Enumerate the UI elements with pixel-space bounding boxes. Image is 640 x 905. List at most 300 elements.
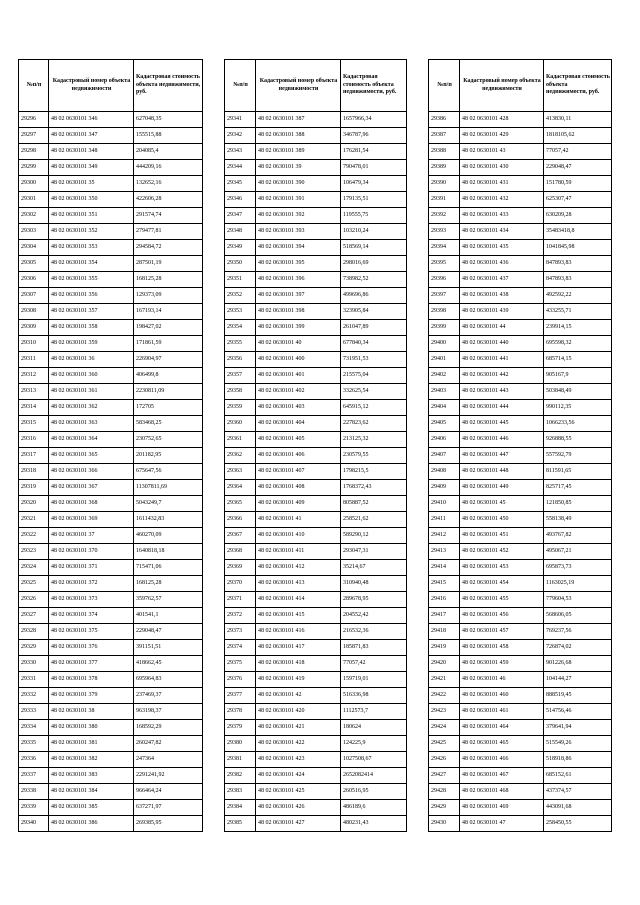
table-row — [429, 656, 612, 672]
cell-cadastral-value: 77057,42 — [341, 656, 407, 672]
cell-cadastral-number: 48 02 0630101 382 — [49, 752, 134, 768]
table-row — [429, 272, 612, 288]
cell-cadastral-value: 805887,52 — [341, 496, 407, 512]
cell-cadastral-value: 625307,47 — [544, 192, 612, 208]
table-row — [429, 768, 612, 784]
table-row — [19, 400, 203, 416]
table-row — [225, 128, 407, 144]
cell-cadastral-value: 298016,69 — [341, 256, 407, 272]
table-row — [225, 672, 407, 688]
cell-cadastral-value: 480231,43 — [341, 816, 407, 832]
table-row — [19, 304, 203, 320]
cell-num: 29423 — [429, 704, 460, 720]
cell-cadastral-number: 48 02 0630101 379 — [49, 688, 134, 704]
cell-cadastral-number: 48 02 0630101 388 — [256, 128, 341, 144]
cell-cadastral-value: 779604,53 — [544, 592, 612, 608]
cell-cadastral-number: 48 02 0630101 436 — [460, 256, 544, 272]
cell-num: 29404 — [429, 400, 460, 416]
cell-cadastral-value: 963198,37 — [134, 704, 203, 720]
cell-num: 29332 — [19, 688, 49, 704]
table-row — [429, 672, 612, 688]
cell-cadastral-number: 48 02 0630101 409 — [256, 496, 341, 512]
table-row — [225, 752, 407, 768]
cell-cadastral-number: 48 02 0630101 438 — [460, 288, 544, 304]
cell-num: 29382 — [225, 768, 256, 784]
cell-num: 29340 — [19, 816, 49, 832]
cell-cadastral-value: 5043249,7 — [134, 496, 203, 512]
table-row — [429, 256, 612, 272]
table-row — [429, 240, 612, 256]
cell-cadastral-value: 443091,68 — [544, 800, 612, 816]
table-row — [225, 400, 407, 416]
cell-cadastral-value: 901226,68 — [544, 656, 612, 672]
cell-cadastral-value: 239914,15 — [544, 320, 612, 336]
cell-cadastral-number: 48 02 0630101 348 — [49, 144, 134, 160]
cell-cadastral-number: 48 02 0630101 439 — [460, 304, 544, 320]
cell-num: 29411 — [429, 512, 460, 528]
table-row — [225, 640, 407, 656]
cell-num: 29357 — [225, 368, 256, 384]
cell-num: 29409 — [429, 480, 460, 496]
table-row — [225, 624, 407, 640]
cell-cadastral-value: 645915,12 — [341, 400, 407, 416]
cell-cadastral-number: 48 02 0630101 367 — [49, 480, 134, 496]
cell-num: 29401 — [429, 352, 460, 368]
table-row — [225, 768, 407, 784]
cell-cadastral-number: 48 02 0630101 407 — [256, 464, 341, 480]
cell-cadastral-value: 198427,02 — [134, 320, 203, 336]
table-row — [429, 608, 612, 624]
table-row — [19, 320, 203, 336]
cell-cadastral-number: 48 02 0630101 358 — [49, 320, 134, 336]
table-row — [19, 624, 203, 640]
cell-cadastral-number: 48 02 0630101 361 — [49, 384, 134, 400]
cell-cadastral-number: 48 02 0630101 374 — [49, 608, 134, 624]
cell-num: 29370 — [225, 576, 256, 592]
cell-cadastral-value: 847893,83 — [544, 256, 612, 272]
cell-cadastral-value: 229048,47 — [134, 624, 203, 640]
cell-cadastral-number: 48 02 0630101 445 — [460, 416, 544, 432]
table-row — [429, 208, 612, 224]
cell-cadastral-value: 155515,88 — [134, 128, 203, 144]
cell-cadastral-value: 124225,9 — [341, 736, 407, 752]
cell-num: 29395 — [429, 256, 460, 272]
cell-cadastral-number: 48 02 0630101 451 — [460, 528, 544, 544]
cell-cadastral-number: 48 02 0630101 375 — [49, 624, 134, 640]
table-row — [19, 528, 203, 544]
cell-cadastral-value: 260516,95 — [341, 784, 407, 800]
header-cadastral-number: Кадастровый номер объекта недвижимости — [256, 60, 341, 112]
table-row — [19, 688, 203, 704]
cell-num: 29428 — [429, 784, 460, 800]
cell-cadastral-number: 48 02 0630101 42 — [256, 688, 341, 704]
table-row — [429, 736, 612, 752]
cell-num: 29412 — [429, 528, 460, 544]
header-num: №п/п — [429, 60, 460, 112]
cell-cadastral-number: 48 02 0630101 346 — [49, 112, 134, 128]
cell-cadastral-value: 769237,56 — [544, 624, 612, 640]
cell-cadastral-value: 514756,46 — [544, 704, 612, 720]
header-cadastral-value: Кадастровая стоимость объекта недвижимости, руб. — [544, 60, 612, 112]
cadastre-table-1 — [18, 59, 203, 832]
table-row — [429, 704, 612, 720]
table-row — [429, 592, 612, 608]
cell-num: 29430 — [429, 816, 460, 832]
cell-cadastral-value: 637271,97 — [134, 800, 203, 816]
table-row — [429, 224, 612, 240]
table-row — [429, 288, 612, 304]
cell-cadastral-number: 48 02 0630101 40 — [256, 336, 341, 352]
cell-num: 29380 — [225, 736, 256, 752]
cell-cadastral-value: 926888,55 — [544, 432, 612, 448]
table-row — [429, 144, 612, 160]
cell-cadastral-number: 48 02 0630101 453 — [460, 560, 544, 576]
table-row — [19, 144, 203, 160]
table-row — [19, 272, 203, 288]
cell-cadastral-number: 48 02 0630101 456 — [460, 608, 544, 624]
table-row — [19, 160, 203, 176]
table-row — [429, 400, 612, 416]
cell-num: 29349 — [225, 240, 256, 256]
cell-cadastral-value: 180624 — [341, 720, 407, 736]
cell-cadastral-value: 1163025,19 — [544, 576, 612, 592]
table-row — [429, 560, 612, 576]
cell-cadastral-value: 1818105,62 — [544, 128, 612, 144]
table-row — [225, 816, 407, 832]
cell-cadastral-value: 185871,83 — [341, 640, 407, 656]
cell-num: 29296 — [19, 112, 49, 128]
cell-cadastral-value: 129373,09 — [134, 288, 203, 304]
cadastre-table-3 — [428, 59, 612, 832]
cell-cadastral-number: 48 02 0630101 37 — [49, 528, 134, 544]
cell-num: 29346 — [225, 192, 256, 208]
cell-cadastral-number: 48 02 0630101 371 — [49, 560, 134, 576]
cell-cadastral-number: 48 02 0630101 380 — [49, 720, 134, 736]
cell-num: 29309 — [19, 320, 49, 336]
cell-cadastral-value: 1027508,67 — [341, 752, 407, 768]
cell-cadastral-value: 406499,8 — [134, 368, 203, 384]
cell-cadastral-value: 359762,57 — [134, 592, 203, 608]
table-row — [429, 192, 612, 208]
cell-num: 29375 — [225, 656, 256, 672]
cell-num: 29301 — [19, 192, 49, 208]
cell-num: 29306 — [19, 272, 49, 288]
cell-num: 29413 — [429, 544, 460, 560]
table-body — [19, 112, 203, 832]
table-row — [429, 496, 612, 512]
table-row — [225, 656, 407, 672]
cell-cadastral-value: 437374,57 — [544, 784, 612, 800]
table-row — [19, 352, 203, 368]
cell-cadastral-number: 48 02 0630101 415 — [256, 608, 341, 624]
cell-num: 29368 — [225, 544, 256, 560]
table-row — [429, 480, 612, 496]
cell-num: 29348 — [225, 224, 256, 240]
table-row — [225, 160, 407, 176]
cell-cadastral-number: 48 02 0630101 370 — [49, 544, 134, 560]
cell-cadastral-number: 48 02 0630101 442 — [460, 368, 544, 384]
cell-cadastral-value: 413830,11 — [544, 112, 612, 128]
cell-num: 29304 — [19, 240, 49, 256]
table-row — [19, 592, 203, 608]
table-row — [429, 128, 612, 144]
cell-cadastral-value: 230752,65 — [134, 432, 203, 448]
table-row — [225, 736, 407, 752]
cell-num: 29385 — [225, 816, 256, 832]
cell-num: 29347 — [225, 208, 256, 224]
cell-cadastral-value: 492592,22 — [544, 288, 612, 304]
cell-cadastral-value: 695598,32 — [544, 336, 612, 352]
cell-cadastral-value: 11307811,69 — [134, 480, 203, 496]
cell-cadastral-number: 48 02 0630101 408 — [256, 480, 341, 496]
cell-num: 29410 — [429, 496, 460, 512]
cell-num: 29420 — [429, 656, 460, 672]
cell-cadastral-value: 695964,83 — [134, 672, 203, 688]
cell-cadastral-number: 48 02 0630101 457 — [460, 624, 544, 640]
table-row — [225, 512, 407, 528]
table-row — [19, 336, 203, 352]
cell-num: 29399 — [429, 320, 460, 336]
cell-cadastral-number: 48 02 0630101 425 — [256, 784, 341, 800]
cell-num: 29386 — [429, 112, 460, 128]
table-row — [429, 432, 612, 448]
cell-num: 29303 — [19, 224, 49, 240]
cell-cadastral-value: 1066233,56 — [544, 416, 612, 432]
table-row — [225, 208, 407, 224]
table-row — [19, 720, 203, 736]
table-row — [225, 320, 407, 336]
cell-num: 29361 — [225, 432, 256, 448]
cell-cadastral-number: 48 02 0630101 401 — [256, 368, 341, 384]
table-row — [19, 512, 203, 528]
cell-num: 29376 — [225, 672, 256, 688]
cell-cadastral-value: 159719,01 — [341, 672, 407, 688]
cell-cadastral-value: 346787,96 — [341, 128, 407, 144]
cell-cadastral-value: 905167,9 — [544, 368, 612, 384]
cell-cadastral-number: 48 02 0630101 465 — [460, 736, 544, 752]
table-row — [429, 368, 612, 384]
cell-cadastral-number: 48 02 0630101 369 — [49, 512, 134, 528]
cell-num: 29363 — [225, 464, 256, 480]
cell-num: 29425 — [429, 736, 460, 752]
cell-num: 29378 — [225, 704, 256, 720]
cell-cadastral-value: 495067,21 — [544, 544, 612, 560]
header-cadastral-number: Кадастровый номер объекта недвижимости — [460, 60, 544, 112]
cell-cadastral-value: 715471,06 — [134, 560, 203, 576]
table-row — [19, 736, 203, 752]
cell-num: 29318 — [19, 464, 49, 480]
cell-num: 29362 — [225, 448, 256, 464]
cell-cadastral-value: 119555,75 — [341, 208, 407, 224]
cell-cadastral-value: 583468,25 — [134, 416, 203, 432]
table-row — [429, 528, 612, 544]
cell-cadastral-number: 48 02 0630101 413 — [256, 576, 341, 592]
cell-cadastral-number: 48 02 0630101 352 — [49, 224, 134, 240]
cell-num: 29311 — [19, 352, 49, 368]
table-row — [225, 576, 407, 592]
table-row — [225, 592, 407, 608]
cell-cadastral-number: 48 02 0630101 43 — [460, 144, 544, 160]
cell-num: 29319 — [19, 480, 49, 496]
cell-cadastral-value: 401541,1 — [134, 608, 203, 624]
cell-num: 29299 — [19, 160, 49, 176]
cell-cadastral-value: 557592,79 — [544, 448, 612, 464]
cell-cadastral-value: 460270,09 — [134, 528, 203, 544]
cell-cadastral-value: 77057,42 — [544, 144, 612, 160]
cell-cadastral-value: 990112,35 — [544, 400, 612, 416]
cell-cadastral-number: 48 02 0630101 39 — [256, 160, 341, 176]
cell-cadastral-number: 48 02 0630101 447 — [460, 448, 544, 464]
cell-cadastral-value: 685714,15 — [544, 352, 612, 368]
cell-num: 29354 — [225, 320, 256, 336]
cell-cadastral-number: 48 02 0630101 437 — [460, 272, 544, 288]
table-row — [225, 192, 407, 208]
cell-num: 29397 — [429, 288, 460, 304]
cell-num: 29298 — [19, 144, 49, 160]
cell-num: 29402 — [429, 368, 460, 384]
cell-num: 29393 — [429, 224, 460, 240]
cell-cadastral-number: 48 02 0630101 365 — [49, 448, 134, 464]
cell-num: 29302 — [19, 208, 49, 224]
cell-cadastral-value: 172705 — [134, 400, 203, 416]
cell-cadastral-number: 48 02 0630101 429 — [460, 128, 544, 144]
cell-cadastral-number: 48 02 0630101 404 — [256, 416, 341, 432]
table-row — [429, 784, 612, 800]
cell-cadastral-value: 518569,14 — [341, 240, 407, 256]
cell-cadastral-number: 48 02 0630101 411 — [256, 544, 341, 560]
cell-cadastral-number: 48 02 0630101 398 — [256, 304, 341, 320]
cell-cadastral-number: 48 02 0630101 376 — [49, 640, 134, 656]
cell-cadastral-value: 260247,82 — [134, 736, 203, 752]
cell-num: 29372 — [225, 608, 256, 624]
table-row — [429, 464, 612, 480]
table-row — [19, 784, 203, 800]
cell-cadastral-value: 2291241,92 — [134, 768, 203, 784]
cell-cadastral-value: 1768372,43 — [341, 480, 407, 496]
table-row — [19, 768, 203, 784]
cell-cadastral-number: 48 02 0630101 431 — [460, 176, 544, 192]
cell-cadastral-value: 216532,36 — [341, 624, 407, 640]
table-row — [19, 432, 203, 448]
cell-num: 29366 — [225, 512, 256, 528]
table-row — [225, 368, 407, 384]
cell-num: 29373 — [225, 624, 256, 640]
cell-cadastral-value: 422606,28 — [134, 192, 203, 208]
cell-num: 29317 — [19, 448, 49, 464]
cell-cadastral-number: 48 02 0630101 384 — [49, 784, 134, 800]
cell-num: 29365 — [225, 496, 256, 512]
cell-cadastral-number: 48 02 0630101 47 — [460, 816, 544, 832]
cell-cadastral-number: 48 02 0630101 373 — [49, 592, 134, 608]
cell-cadastral-number: 48 02 0630101 449 — [460, 480, 544, 496]
cell-cadastral-number: 48 02 0630101 448 — [460, 464, 544, 480]
cell-cadastral-value: 433255,71 — [544, 304, 612, 320]
cell-cadastral-value: 35483418,8 — [544, 224, 612, 240]
cell-cadastral-value: 627048,35 — [134, 112, 203, 128]
cell-cadastral-value: 293047,31 — [341, 544, 407, 560]
cell-num: 29297 — [19, 128, 49, 144]
cell-cadastral-number: 48 02 0630101 349 — [49, 160, 134, 176]
table-row — [225, 496, 407, 512]
cell-num: 29384 — [225, 800, 256, 816]
cell-cadastral-number: 48 02 0630101 423 — [256, 752, 341, 768]
cell-num: 29305 — [19, 256, 49, 272]
table-row — [429, 720, 612, 736]
cell-cadastral-number: 48 02 0630101 419 — [256, 672, 341, 688]
cell-num: 29383 — [225, 784, 256, 800]
cell-cadastral-value: 237469,37 — [134, 688, 203, 704]
cell-cadastral-value: 226904,97 — [134, 352, 203, 368]
cell-cadastral-value: 229048,47 — [544, 160, 612, 176]
cell-num: 29408 — [429, 464, 460, 480]
cell-cadastral-number: 48 02 0630101 417 — [256, 640, 341, 656]
cell-cadastral-number: 48 02 0630101 410 — [256, 528, 341, 544]
cell-num: 29321 — [19, 512, 49, 528]
cell-cadastral-value: 515549,26 — [544, 736, 612, 752]
cell-cadastral-number: 48 02 0630101 383 — [49, 768, 134, 784]
cell-cadastral-number: 48 02 0630101 412 — [256, 560, 341, 576]
cell-cadastral-number: 48 02 0630101 434 — [460, 224, 544, 240]
table-row — [429, 544, 612, 560]
cell-cadastral-value: 179135,51 — [341, 192, 407, 208]
cell-cadastral-value: 677840,34 — [341, 336, 407, 352]
cell-num: 29400 — [429, 336, 460, 352]
cell-cadastral-number: 48 02 0630101 461 — [460, 704, 544, 720]
cell-cadastral-number: 48 02 0630101 400 — [256, 352, 341, 368]
table-header-row — [429, 60, 612, 112]
cell-num: 29325 — [19, 576, 49, 592]
cell-num: 29308 — [19, 304, 49, 320]
cell-num: 29326 — [19, 592, 49, 608]
cell-num: 29371 — [225, 592, 256, 608]
cell-cadastral-value: 151780,59 — [544, 176, 612, 192]
header-cadastral-number: Кадастровый номер объекта недвижимости — [49, 60, 134, 112]
cell-cadastral-value: 2230811,09 — [134, 384, 203, 400]
cell-num: 29405 — [429, 416, 460, 432]
cell-cadastral-number: 48 02 0630101 427 — [256, 816, 341, 832]
cell-cadastral-number: 48 02 0630101 41 — [256, 512, 341, 528]
header-cadastral-value: Кадастровая стоимость объекта недвижимости, руб. — [134, 60, 203, 112]
cell-cadastral-value: 811591,65 — [544, 464, 612, 480]
table-row — [19, 208, 203, 224]
table-row — [19, 752, 203, 768]
cell-cadastral-value: 685152,61 — [544, 768, 612, 784]
cell-cadastral-value: 247364 — [134, 752, 203, 768]
table-row — [19, 224, 203, 240]
cell-cadastral-value: 493767,82 — [544, 528, 612, 544]
table-row — [225, 608, 407, 624]
cell-cadastral-number: 48 02 0630101 450 — [460, 512, 544, 528]
table-row — [19, 384, 203, 400]
cell-num: 29422 — [429, 688, 460, 704]
header-num: №п/п — [225, 60, 256, 112]
cell-num: 29398 — [429, 304, 460, 320]
table-row — [429, 816, 612, 832]
cell-cadastral-value: 1640818,18 — [134, 544, 203, 560]
cell-cadastral-number: 48 02 0630101 420 — [256, 704, 341, 720]
cell-cadastral-number: 48 02 0630101 469 — [460, 800, 544, 816]
cell-num: 29353 — [225, 304, 256, 320]
cell-cadastral-value: 503848,49 — [544, 384, 612, 400]
cell-num: 29406 — [429, 432, 460, 448]
cell-cadastral-number: 48 02 0630101 362 — [49, 400, 134, 416]
cell-cadastral-number: 48 02 0630101 422 — [256, 736, 341, 752]
table-row — [19, 128, 203, 144]
cell-cadastral-value: 103210,24 — [341, 224, 407, 240]
cell-cadastral-number: 48 02 0630101 46 — [460, 672, 544, 688]
cell-cadastral-value: 204085,4 — [134, 144, 203, 160]
cell-cadastral-number: 48 02 0630101 360 — [49, 368, 134, 384]
